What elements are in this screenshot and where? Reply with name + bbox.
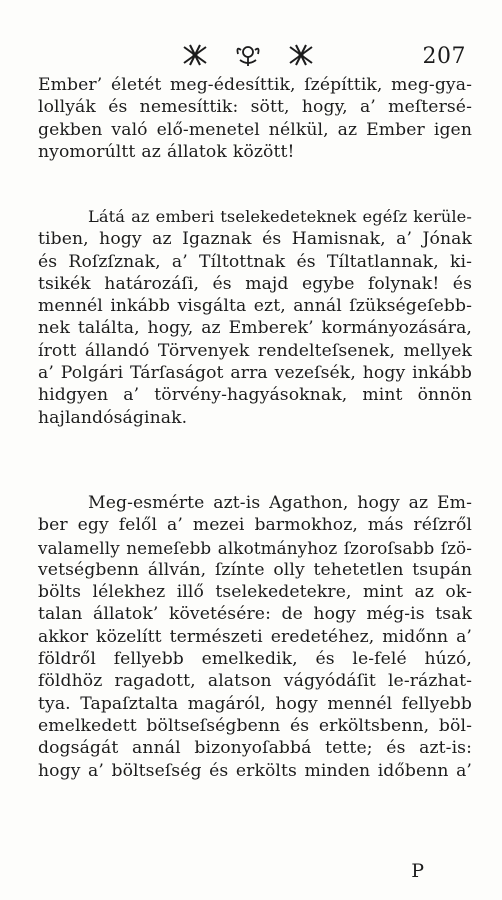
text-line: tya. Tapaſztalta magáról, hogy mennél fellyebb <box>38 693 472 714</box>
text-line: nyomorúltt az állatok között! <box>38 141 295 162</box>
text-line: Ember’ életét meg-édesíttik, ſzépíttik, meg-gya- <box>38 75 472 95</box>
text-line: Látá az emberi tselekedeteknek egéſz kerüle- <box>88 207 472 226</box>
text-line: gekben való elő-menetel nélkül, az Ember igen <box>38 119 472 140</box>
decorative-ornament-icon <box>178 42 318 68</box>
text-line: a’ Polgári Tárſaságot arra vezeſsék, hogy inkább <box>38 363 472 384</box>
text-line: tsikék határozáſi, és majd egybe folynak! és <box>38 273 472 294</box>
text-line: talan állatok’ követésére: de hogy még-is tsak <box>38 604 472 625</box>
text-line: ber egy felől a’ mezei barmokhoz, más réſzről <box>38 515 472 536</box>
text-line: lollyák és nemesíttik: sött, hogy, a’ meſtersé- <box>38 97 472 118</box>
paragraph-2 <box>38 206 472 429</box>
text-line: akkor közelítt természeti eredetéhez, midőnn a’ <box>38 626 472 647</box>
text-line: földről fellyebb emelkedik, és le-felé húzó, <box>38 649 472 670</box>
text-line: Meg-esmérte azt-is Agathon, hogy az Em- <box>88 493 472 513</box>
paragraph-3 <box>38 492 472 782</box>
text-line: valamelly nemeſebb alkotmányhoz ſzoroſsabb ſzö- <box>38 537 472 558</box>
text-line: bölts lélekhez illő tselekedetekre, mint az ok- <box>38 582 472 603</box>
paragraph-1 <box>38 74 472 163</box>
signature-mark: P <box>411 860 424 882</box>
text-line: vetségbenn állván, ſzínte olly tehetetlen tsupán <box>38 559 472 580</box>
page-number: 207 <box>422 44 466 69</box>
text-line: mennél inkább visgálta ezt, annál ſzükségeſebb- <box>38 296 472 317</box>
text-line: írott állandó Törvenyek rendelteſsenek, mellyek <box>38 340 472 361</box>
text-line: hidgyen a’ törvény-hagyásoknak, mint önnön <box>38 385 472 406</box>
text-line: hogy a’ böltseſség és erkölts minden időbenn a’ <box>38 760 472 781</box>
text-line: földhöz ragadott, alatson vágyódáſit le-rázhat- <box>38 671 472 692</box>
text-line: hajlandóságinak. <box>38 407 188 428</box>
page-header <box>0 40 502 74</box>
text-line: emelkedett böltseſségbenn és erköltsbenn, böl- <box>38 715 472 736</box>
text-line: tiben, hogy az Igaznak és Hamisnak, a’ Jónak <box>38 229 472 250</box>
text-line: dogságát annál bizonyoſabbá tette; és azt-is: <box>38 738 472 759</box>
text-line: és Roſzſznak, a’ Tíltottnak és Tíltatlannak, ki- <box>38 251 472 272</box>
text-line: nek találta, hogy, az Emberek’ kormányozására, <box>38 318 472 339</box>
